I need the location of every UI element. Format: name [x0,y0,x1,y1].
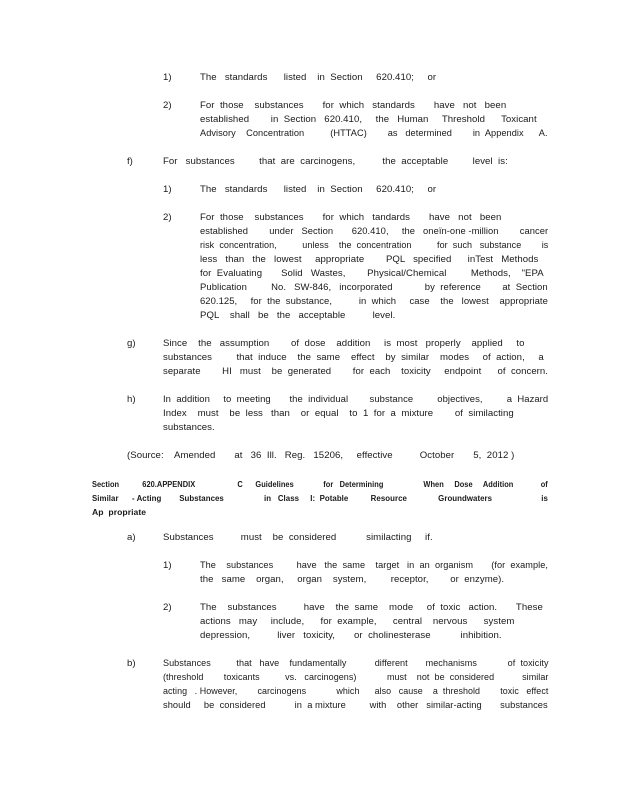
paragraph-text: For substances that are carcinogens, the acceptable level is: [163,156,508,167]
section-heading: Similar - Acting Substances in Class I: Potable Resource Groundwaters is [92,493,548,503]
list-marker: a) [127,532,136,543]
list-marker: b) [127,658,136,669]
list-marker: 2) [163,212,172,223]
list-item-text: established in Section 620.410, the Human Threshold Toxicant [200,114,537,125]
list-marker: f) [127,156,133,167]
list-marker: h) [127,394,136,405]
list-item-text: actions may include, for example, central nervous system [200,616,515,627]
paragraph-text: separate HI must be generated for each toxicity endpoint of concern. [163,366,548,377]
paragraph-text: Index must be less than or equal to 1 for a mixture of similacting [163,408,514,419]
list-marker: 2) [163,602,172,613]
list-marker: g) [127,338,136,349]
list-item-text: depression, liver toxicity, or cholinesterase inhibition. [200,630,502,641]
list-item-text: risk concentration, unless the concentration for such substance is [200,240,549,251]
list-marker: 1) [163,72,172,83]
list-item-text: established under Section 620.410, the oneïn-one -million cancer [200,226,549,237]
paragraph-text: (threshold toxicants vs. carcinogens) must not be considered similar [163,672,549,683]
list-item-text: Publication No. SW-846, incorporated by reference at Section [200,282,548,293]
list-item-text: For those substances for which standards have not been [200,100,507,111]
paragraph-text: Substances that have fundamentally different mechanisms of toxicity [163,658,549,669]
list-item-text: For those substances for which tandards have not been [200,212,502,223]
list-item-text: less than the lowest appropriate PQL specified inTest Methods [200,254,539,265]
list-item-text: The substances have the same target in an organism (for example, [200,560,548,571]
list-item-text: 620.125, for the substance, in which case the lowest appropriate [200,296,548,307]
list-item-text: The substances have the same mode of toxic action. These [200,602,543,613]
paragraph-text: Substances must be considered similacting if. [163,532,433,543]
section-heading: Ap propriate [92,507,147,517]
paragraph-text: should be considered in a mixture with other similar-acting substances [163,700,548,711]
list-item-text: Advisory Concentration (HTTAC) as determined in Appendix A. [200,128,548,139]
list-item-text: The standards listed in Section 620.410; or [200,184,437,195]
source-note: (Source: Amended at 36 Ill. Reg. 15206, effective October 5, 2012 ) [127,450,515,461]
list-marker: 1) [163,184,172,195]
list-item-text: PQL shall be the acceptable level. [200,310,396,321]
list-marker: 1) [163,560,172,571]
paragraph-text: Since the assumption of dose addition is most properly applied to [163,338,525,349]
list-item-text: The standards listed in Section 620.410; or [200,72,437,83]
section-heading: Section 620.APPENDIX C Guidelines for Determining When Dose Addition of [92,479,548,489]
paragraph-text: substances. [163,422,215,433]
list-item-text: for Evaluating Solid Wastes, Physical/Chemical Methods, "EPA [200,268,544,279]
paragraph-text: substances that induce the same effect by similar modes of action, a [163,352,544,363]
paragraph-text: In addition to meeting the individual substance objectives, a Hazard [163,394,549,405]
list-marker: 2) [163,100,172,111]
list-item-text: the same organ, organ system, receptor, or enzyme). [200,574,505,585]
paragraph-text: acting . However, carcinogens which also cause a threshold toxic effect [163,686,549,697]
